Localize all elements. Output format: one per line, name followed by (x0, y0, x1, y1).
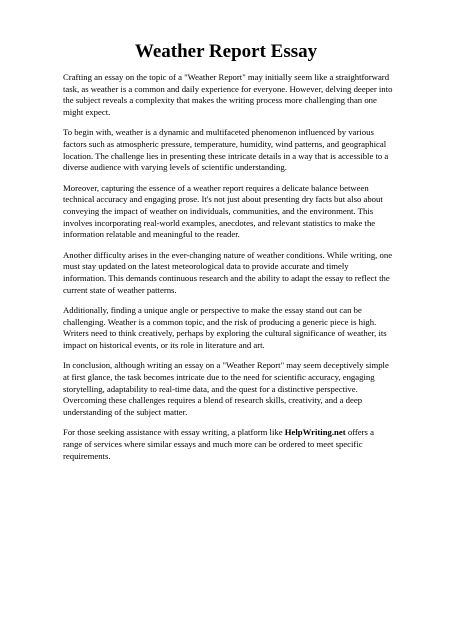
paragraph-intro: Crafting an essay on the topic of a "Weather Report" may initially seem like a straightforward task, as weather is a common and daily experience for everyone. However, delving deeper into the subject reveals a complexity that makes the writing process more challenging than one might expect. (63, 72, 393, 117)
document-title: Weather Report Essay (134, 41, 318, 62)
helpwriting-link[interactable]: HelpWriting.net (284, 427, 346, 438)
paragraph-closing (63, 427, 393, 462)
paragraph-changing-conditions: Another difficulty arises in the ever-changing nature of weather conditions. While writing, one must stay updated on the latest meteorological data to provide accurate and timely information. This demands continuous research and the ability to adapt the essay to reflect the current state of weather patterns. (63, 249, 393, 295)
paragraph-weather-factors: To begin with, weather is a dynamic and multifaceted phenomenon influenced by various factors such as atmospheric pressure, temperature, humidity, wind patterns, and geographical location. The challenge lies in presenting these intricate details in a way that is accessible to a diverse audience with varying levels of scientific understanding. (63, 127, 389, 173)
essay-body (63, 72, 393, 471)
paragraph-conclusion: In conclusion, although writing an essay on a "Weather Report" may seem deceptively simple at first glance, the task becomes intricate due to the need for scientific accuracy, engaging storytelling, adaptability to real-time data, and the quest for a distinctive perspective. Overcoming these challenges requires a blend of research skills, creativity, and a deep understanding of the subject matter. (63, 360, 389, 417)
paragraph-unique-angle: Additionally, finding a unique angle or perspective to make the essay stand out can be challenging. Weather is a common topic, and the risk of producing a generic piece is high. Writers need to think creatively, perhaps by exploring the cultural significance of weather, its impact on historical events, or its role in literature and art. (63, 305, 387, 350)
paragraph-technical-balance: Moreover, capturing the essence of a weather report requires a delicate balance between technical accuracy and engaging prose. It's not just about presenting dry facts but also about conveying the impact of weather on individuals, communities, and the environment. This involves incorporating real-world examples, anecdotes, and relevant statistics to make the information relatable and meaningful to the reader. (63, 182, 383, 240)
closing-text-after: offers a range of services where similar essays and much more can be ordered to meet specific requirements. (63, 427, 374, 461)
closing-text-before: For those seeking assistance with essay writing, a platform like (63, 427, 285, 438)
